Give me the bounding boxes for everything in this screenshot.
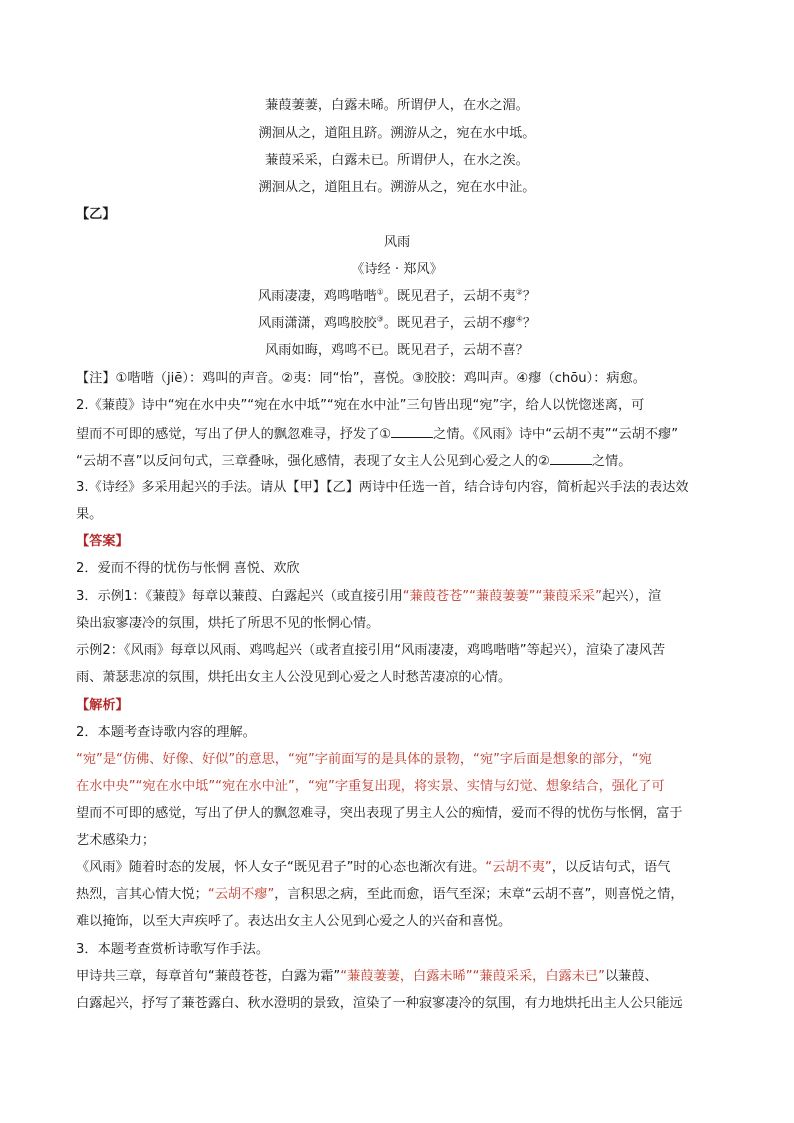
answer-label: 【答案】 bbox=[76, 534, 129, 549]
analysis-label: 【解析】 bbox=[76, 698, 129, 713]
answer-3-line-4: 雨、萧瑟悲凉的氛围，烘托出女主人公没见到心爱之人时愁苦凄凉的心情。 bbox=[76, 670, 512, 685]
answer-3-line-1: 3．示例1：《蒹葭》每章以蒹葭、白露起兴（或直接引用“蒹葭苍苍”“蒹葭萋萋”“蒹葭采采”起兴），渲 bbox=[76, 589, 662, 604]
annotation-note: 【注】①喈喈（jiē）：鸡叫的声音。②夷：同“怡”，喜悦。③胶胶：鸡叫声。④瘳（chōu）：病愈。 bbox=[76, 371, 646, 386]
poem-yi-line-2: 风雨潇潇，鸡鸣胶胶③。既见君子，云胡不瘳④？ bbox=[257, 314, 537, 331]
poem-jia-line-4: 溯洄从之，道阻且右。溯游从之，宛在水中沚。 bbox=[258, 180, 536, 195]
poem-jia-line-3: 蒹葭采采，白露未已。所谓伊人，在水之涘。 bbox=[265, 153, 529, 168]
analysis-3-heading: 3．本题考查赏析诗歌写作手法。 bbox=[76, 942, 270, 957]
analysis-2-line-1: “宛”是“仿佛、好像、好似”的意思，“宛”字前面写的是具体的景物，“宛”字后面是想象的部分，“宛 bbox=[76, 752, 652, 767]
analysis-2-heading: 2．本题考查诗歌内容的理解。 bbox=[76, 725, 256, 740]
analysis-2-line-2: 在水中央”“宛在水中坻”“宛在水中沚”，“宛”字重复出现，将实景、实情与幻觉、想象结合，强化了可 bbox=[76, 779, 665, 794]
question-3-line-2: 果。 bbox=[76, 507, 103, 522]
question-2-line-1: 2.《蒹葭》诗中“宛在水中央”“宛在水中坻”“宛在水中沚”三句皆出现“宛”字，给人以恍惚迷离，可 bbox=[76, 398, 645, 413]
analysis-2-line-6: 热烈，言其心情大悦；“云胡不瘳”，言积思之病，至此而愈，语气至深；末章“云胡不喜”，则喜悦之情， bbox=[76, 887, 684, 902]
analysis-3-line-1: 甲诗共三章，每章首句“蒹葭苍苍，白露为霜”“蒹葭萋萋，白露未晞”“蒹葭采采，白露未已”以蒹葭、 bbox=[76, 969, 658, 984]
answer-2: 2．爱而不得的忧伤与怅惘 喜悦、欢欣 bbox=[76, 561, 300, 576]
poem-yi-line-1: 风雨凄凄，鸡鸣喈喈①。既见君子，云胡不夷②？ bbox=[257, 287, 537, 304]
answer-3-line-2: 染出寂寥凄冷的氛围，烘托了所思不见的怅惘心情。 bbox=[76, 616, 380, 631]
question-3-line-1: 3.《诗经》多采用起兴的手法。请从【甲】【乙】两诗中任选一首，结合诗句内容，简析起兴手法的表达效 bbox=[76, 480, 689, 495]
question-2-line-3: “云胡不喜”以反问句式，三章叠咏，强化感情，表现了女主人公见到心爱之人的② 之情。 bbox=[76, 450, 631, 472]
answer-3-line-3: 示例2：《风雨》每章以风雨、鸡鸣起兴（或者直接引用“风雨凄凄，鸡鸣喈喈”等起兴），渲染了凄风苦 bbox=[76, 643, 666, 658]
poem-jia-line-2: 溯洄从之，道阻且跻。溯游从之，宛在水中坻。 bbox=[258, 126, 536, 141]
analysis-2-line-5: 《风雨》随着时态的发展，怀人女子“既见君子”时的心态也渐次有进。“云胡不夷”，以反诘句式，语气 bbox=[76, 860, 671, 875]
poem-yi-source: 《诗经 · 郑风》 bbox=[351, 262, 443, 277]
poem-jia-line-1: 蒹葭萋萋，白露未晞。所谓伊人，在水之湄。 bbox=[265, 98, 529, 113]
poem-yi-line-3: 风雨如晦，鸡鸣不已。既见君子，云胡不喜？ bbox=[265, 343, 529, 358]
question-2-line-2: 望而不可即的感觉，写出了伊人的飘忽难寻，抒发了① 之情。《风雨》诗中“云胡不夷”“云胡不瘳” bbox=[76, 423, 678, 445]
analysis-2-line-4: 艺术感染力； bbox=[76, 833, 156, 848]
blank-1[interactable] bbox=[391, 423, 433, 438]
analysis-2-line-7: 难以掩饰，以至大声疾呼了。表达出女主人公见到心爱之人的兴奋和喜悦。 bbox=[76, 914, 512, 929]
section-yi-label: 【乙】 bbox=[76, 207, 116, 222]
blank-2[interactable] bbox=[550, 450, 592, 465]
poem-yi-title: 风雨 bbox=[383, 235, 411, 250]
analysis-2-line-3: 望而不可即的感觉，写出了伊人的飘忽难寻，突出表现了男主人公的痴情，爱而不得的忧伤与怅惘，富于 bbox=[76, 806, 683, 821]
analysis-3-line-2: 白露起兴，抒写了蒹苍露白、秋水澄明的景致，渲染了一种寂寥凄冷的氛围，有力地烘托出主人公只能远 bbox=[76, 996, 683, 1011]
